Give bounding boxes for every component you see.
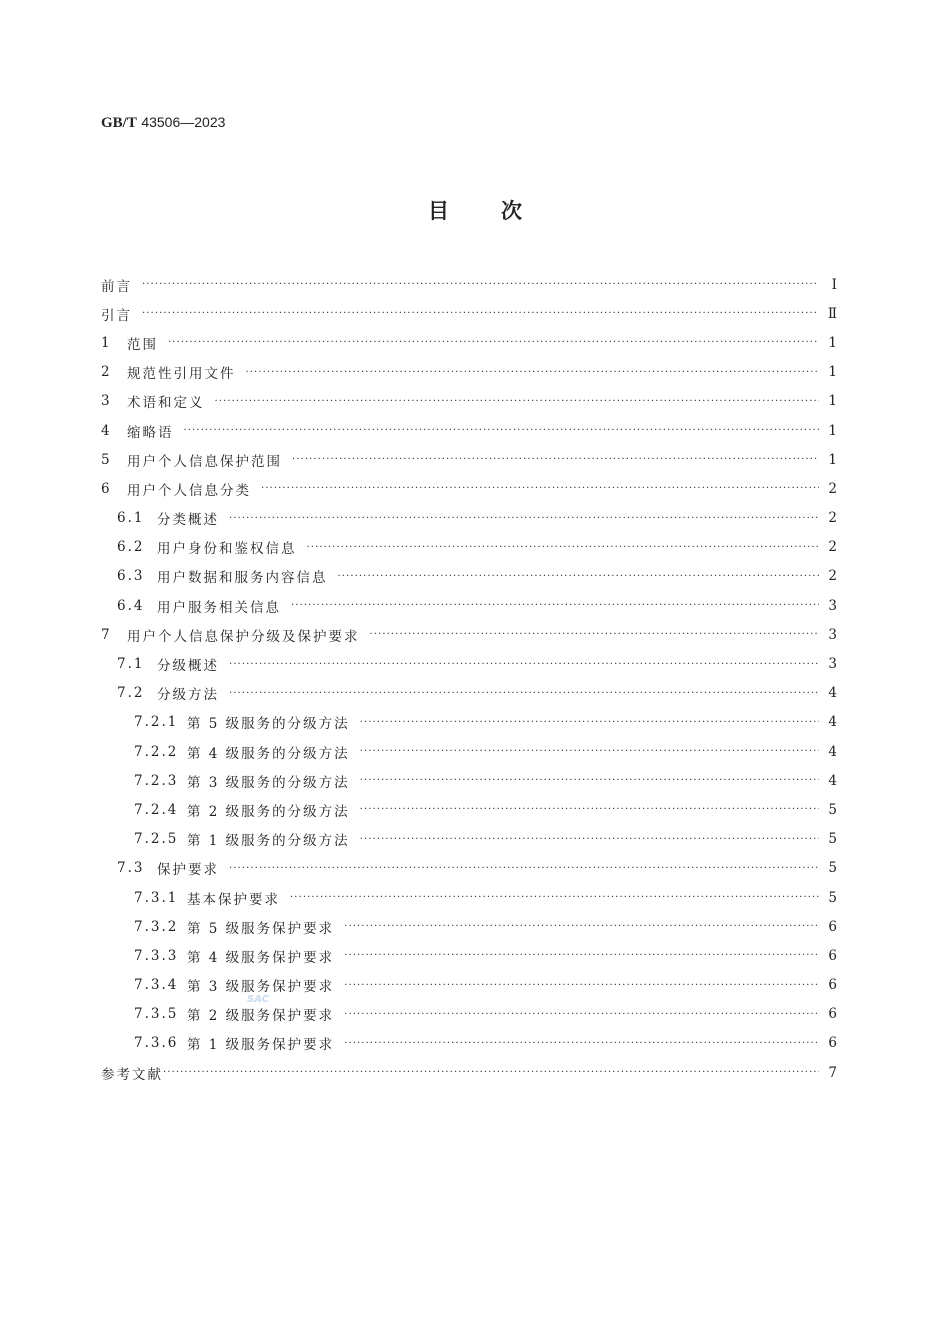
toc-entry[interactable] (101, 562, 837, 591)
toc-entry-number: 7.2.4 (134, 801, 179, 818)
toc-entry-number: 5 (101, 451, 112, 468)
table-of-contents (101, 270, 837, 1087)
dot-leader (229, 659, 819, 670)
toc-entry[interactable] (101, 649, 837, 678)
toc-entry-title: 第 2 级服务保护要求 (187, 1008, 335, 1025)
toc-entry-page: 1 (828, 334, 837, 351)
dot-leader (229, 688, 819, 699)
dot-leader (168, 337, 819, 348)
toc-entry-page: 5 (828, 860, 837, 877)
toc-entry-page: 6 (828, 977, 837, 994)
dot-leader (229, 513, 819, 524)
toc-entry-number: 6.4 (117, 597, 145, 614)
standard-code: 43506—2023 (141, 114, 226, 130)
toc-entry-number: 6.2 (117, 539, 145, 556)
toc-entry-title: 第 1 级服务的分级方法 (187, 833, 350, 850)
toc-entry[interactable] (101, 445, 837, 474)
toc-entry-number: 6.3 (117, 568, 145, 585)
toc-entry[interactable] (101, 591, 837, 620)
toc-entry-number: 7.2.3 (134, 772, 179, 789)
toc-entry[interactable] (101, 766, 837, 795)
toc-entry-title: 用户个人信息保护分级及保护要求 (127, 628, 360, 645)
toc-entry-title: 第 4 级服务保护要求 (187, 949, 335, 966)
toc-entry[interactable] (101, 387, 837, 416)
dot-leader (307, 542, 820, 553)
toc-entry-number: 7.2.1 (134, 714, 179, 731)
dot-leader (360, 804, 819, 815)
toc-entry-title: 范围 (127, 336, 158, 353)
toc-entry-title: 分类概述 (157, 512, 219, 529)
dot-leader (184, 425, 820, 436)
dot-leader (344, 1038, 819, 1049)
toc-entry-number: 7.3.6 (134, 1035, 179, 1052)
toc-entry-title: 第 3 级服务的分级方法 (187, 774, 350, 791)
toc-entry-title: 基本保护要求 (187, 891, 280, 908)
toc-entry[interactable] (101, 620, 837, 649)
toc-entry-title: 第 4 级服务的分级方法 (187, 745, 350, 762)
dot-leader (292, 454, 819, 465)
toc-entry[interactable] (101, 854, 837, 883)
toc-entry-number: 7.3.1 (134, 889, 179, 906)
toc-entry-page: 1 (828, 393, 837, 410)
toc-entry-title: 参考文献 (101, 1066, 163, 1083)
dot-leader (142, 279, 819, 290)
toc-entry-title: 第 1 级服务保护要求 (187, 1037, 335, 1054)
toc-entry[interactable] (101, 737, 837, 766)
toc-entry-page: Ⅰ (831, 276, 837, 293)
toc-entry[interactable] (101, 679, 837, 708)
toc-entry-page: 5 (828, 831, 837, 848)
toc-entry-page: 4 (828, 743, 837, 760)
toc-entry-title: 第 3 级服务保护要求 (187, 979, 335, 996)
toc-entry-number: 2 (101, 364, 112, 381)
dot-leader (360, 834, 819, 845)
toc-entry-page: 6 (828, 1035, 837, 1052)
toc-entry[interactable] (101, 474, 837, 503)
toc-entry-title: 引言 (101, 307, 132, 324)
toc-entry-number: 7.3.4 (134, 977, 179, 994)
dot-leader (290, 892, 819, 903)
toc-entry-number: 7 (101, 626, 112, 643)
toc-entry[interactable] (101, 1000, 837, 1029)
toc-entry-page: 4 (828, 685, 837, 702)
toc-entry-number: 1 (101, 334, 112, 351)
toc-entry-title: 用户个人信息分类 (127, 482, 251, 499)
toc-entry-number: 7.2.5 (134, 831, 179, 848)
toc-entry-page: 1 (828, 422, 837, 439)
toc-entry-title: 第 5 级服务保护要求 (187, 920, 335, 937)
toc-entry-title: 分级方法 (157, 687, 219, 704)
toc-entry-page: 5 (828, 801, 837, 818)
toc-entry-page: 6 (828, 1006, 837, 1023)
toc-entry-page: 2 (828, 510, 837, 527)
toc-entry-number: 7.2.2 (134, 743, 179, 760)
toc-entry[interactable] (101, 1029, 837, 1058)
toc-entry-page: 3 (828, 656, 837, 673)
toc-entry-title: 第 2 级服务的分级方法 (187, 803, 350, 820)
toc-entry-page: 6 (828, 947, 837, 964)
standard-number (101, 114, 225, 132)
toc-entry-title: 规范性引用文件 (127, 366, 236, 383)
dot-leader (291, 600, 819, 611)
toc-entry-page: 7 (828, 1064, 837, 1081)
toc-entry-page: Ⅱ (827, 305, 837, 322)
dot-leader (344, 921, 819, 932)
toc-entry[interactable] (101, 971, 837, 1000)
toc-entry-number: 6 (101, 480, 112, 497)
toc-entry-number: 3 (101, 393, 112, 410)
toc-entry[interactable] (101, 416, 837, 445)
toc-entry[interactable] (101, 504, 837, 533)
toc-entry-page: 5 (828, 889, 837, 906)
dot-leader (229, 863, 819, 874)
toc-entry-number: 7.2 (117, 685, 145, 702)
toc-entry[interactable] (101, 941, 837, 970)
toc-entry-title: 用户身份和鉴权信息 (157, 541, 297, 558)
toc-entry-number: 7.3 (117, 860, 145, 877)
toc-entry[interactable] (101, 1058, 837, 1087)
toc-entry-page: 3 (828, 626, 837, 643)
toc-entry[interactable] (101, 883, 837, 912)
toc-entry-title: 前言 (101, 278, 132, 295)
toc-entry-title: 第 5 级服务的分级方法 (187, 716, 350, 733)
toc-entry[interactable] (101, 358, 837, 387)
dot-leader (338, 571, 820, 582)
toc-entry-page: 2 (828, 480, 837, 497)
toc-entry-number: 6.1 (117, 510, 145, 527)
toc-entry-page: 6 (828, 918, 837, 935)
toc-entry[interactable] (101, 825, 837, 854)
toc-entry-page: 1 (828, 364, 837, 381)
dot-leader (246, 367, 820, 378)
dot-leader (163, 1067, 819, 1078)
toc-entry-page: 1 (828, 451, 837, 468)
dot-leader (344, 1009, 819, 1020)
toc-entry-page: 2 (828, 568, 837, 585)
watermark: SAC (247, 994, 269, 1005)
toc-entry-title: 用户服务相关信息 (157, 599, 281, 616)
toc-entry-title: 保护要求 (157, 862, 219, 879)
toc-entry-title: 术语和定义 (127, 395, 205, 412)
toc-entry[interactable] (101, 328, 837, 357)
toc-entry-page: 4 (828, 714, 837, 731)
toc-entry-title: 分级概述 (157, 658, 219, 675)
toc-entry-number: 7.3.5 (134, 1006, 179, 1023)
toc-entry-title: 用户数据和服务内容信息 (157, 570, 328, 587)
dot-leader (360, 717, 819, 728)
toc-entry-number: 4 (101, 422, 112, 439)
standard-prefix: GB/T (101, 115, 137, 131)
toc-entry-page: 3 (828, 597, 837, 614)
toc-entry[interactable] (101, 533, 837, 562)
dot-leader (261, 483, 819, 494)
toc-entry[interactable] (101, 912, 837, 941)
toc-entry[interactable] (101, 299, 837, 328)
dot-leader (142, 308, 819, 319)
toc-entry-number: 7.1 (117, 656, 145, 673)
toc-entry[interactable] (101, 795, 837, 824)
toc-entry[interactable] (101, 270, 837, 299)
dot-leader (344, 980, 819, 991)
toc-entry-title: 用户个人信息保护范围 (127, 453, 282, 470)
toc-entry-title: 缩略语 (127, 424, 174, 441)
toc-entry-number: 7.3.2 (134, 918, 179, 935)
dot-leader (370, 629, 820, 640)
dot-leader (360, 775, 819, 786)
toc-entry-page: 2 (828, 539, 837, 556)
toc-entry-number: 7.3.3 (134, 947, 179, 964)
toc-entry[interactable] (101, 708, 837, 737)
dot-leader (215, 396, 820, 407)
dot-leader (360, 746, 819, 757)
toc-entry-page: 4 (828, 772, 837, 789)
dot-leader (344, 950, 819, 961)
page-title: 目次 (428, 199, 574, 223)
